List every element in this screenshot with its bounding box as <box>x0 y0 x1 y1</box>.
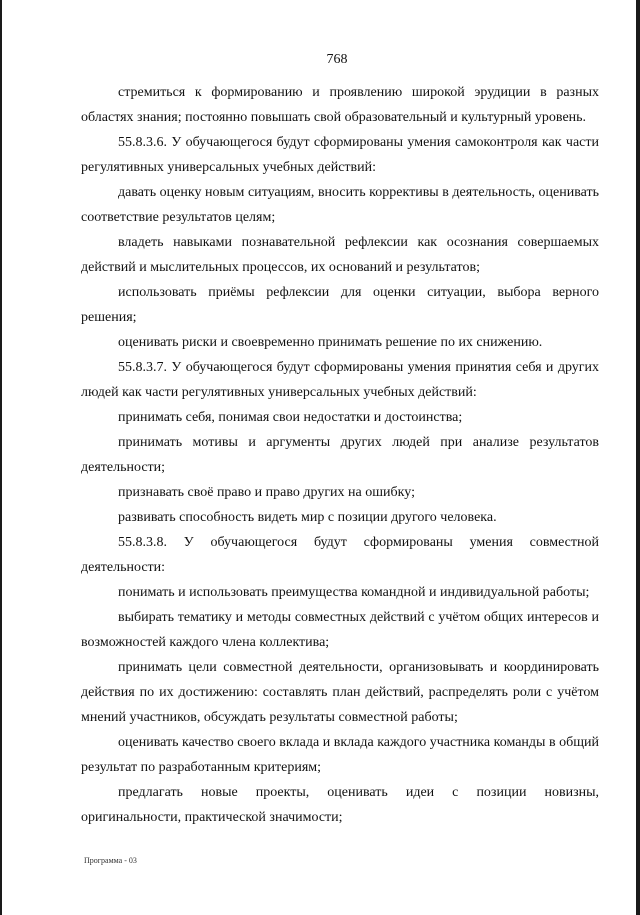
paragraph-right-to-mistake: признавать своё право и право других на ошибку; <box>118 485 415 500</box>
page-left-edge <box>0 0 2 915</box>
paragraph-erudition: стремиться к формированию и проявлению широкой эрудиции в разных областях знания; постоянно повышать свой образовательный и культурный уровень. <box>81 85 599 125</box>
paragraph-joint-activity-heading: 55.8.3.8. У обучающегося будут сформированы умения совместной деятельности: <box>81 535 599 575</box>
paragraph-contribution-quality: оценивать качество своего вклада и вклада каждого участника команды в общий результат по разработанным критериям; <box>81 735 599 775</box>
paragraph-joint-goals: принимать цели совместной деятельности, организовывать и координировать действия по их достижению: составлять план действий, распределять роли с учётом мнений участников, обсуждать результаты совместной работы; <box>81 660 599 725</box>
paragraph-assess-risks: оценивать риски и своевременно принимать решение по их снижению. <box>118 335 543 350</box>
paragraph-teamwork-advantages: понимать и использовать преимущества командной и индивидуальной работы; <box>118 585 590 600</box>
paragraph-propose-projects: предлагать новые проекты, оценивать идеи с позиции новизны, оригинальности, практической значимости; <box>81 785 599 825</box>
paragraph-reflection-techniques: использовать приёмы рефлексии для оценки ситуации, выбора верного решения; <box>81 285 599 325</box>
paragraph-other-perspective: развивать способность видеть мир с позиции другого человека. <box>118 510 497 525</box>
paragraph-acceptance-heading: 55.8.3.7. У обучающегося будут сформированы умения принятия себя и других людей как части регулятивных универсальных учебных действий: <box>81 360 599 400</box>
paragraph-accept-self: принимать себя, понимая свои недостатки и достоинства; <box>118 410 463 425</box>
paragraph-accept-motives: принимать мотивы и аргументы других людей при анализе результатов деятельности; <box>81 435 599 475</box>
paragraph-self-control-heading: 55.8.3.6. У обучающегося будут сформированы умения самоконтроля как части регулятивных универсальных учебных действий: <box>81 135 599 175</box>
page-right-edge <box>636 0 640 915</box>
footer-program-label: Программа - 03 <box>84 856 137 865</box>
paragraph-cognitive-reflection: владеть навыками познавательной рефлексии как осознания совершаемых действий и мыслительных процессов, их оснований и результатов; <box>81 235 599 275</box>
body-text <box>81 80 599 830</box>
paragraph-assess-situations: давать оценку новым ситуациям, вносить коррективы в деятельность, оценивать соответствие результатов целям; <box>81 185 599 225</box>
page-number: 768 <box>326 52 348 67</box>
paragraph-joint-methods: выбирать тематику и методы совместных действий с учётом общих интересов и возможностей каждого члена коллектива; <box>81 610 599 650</box>
